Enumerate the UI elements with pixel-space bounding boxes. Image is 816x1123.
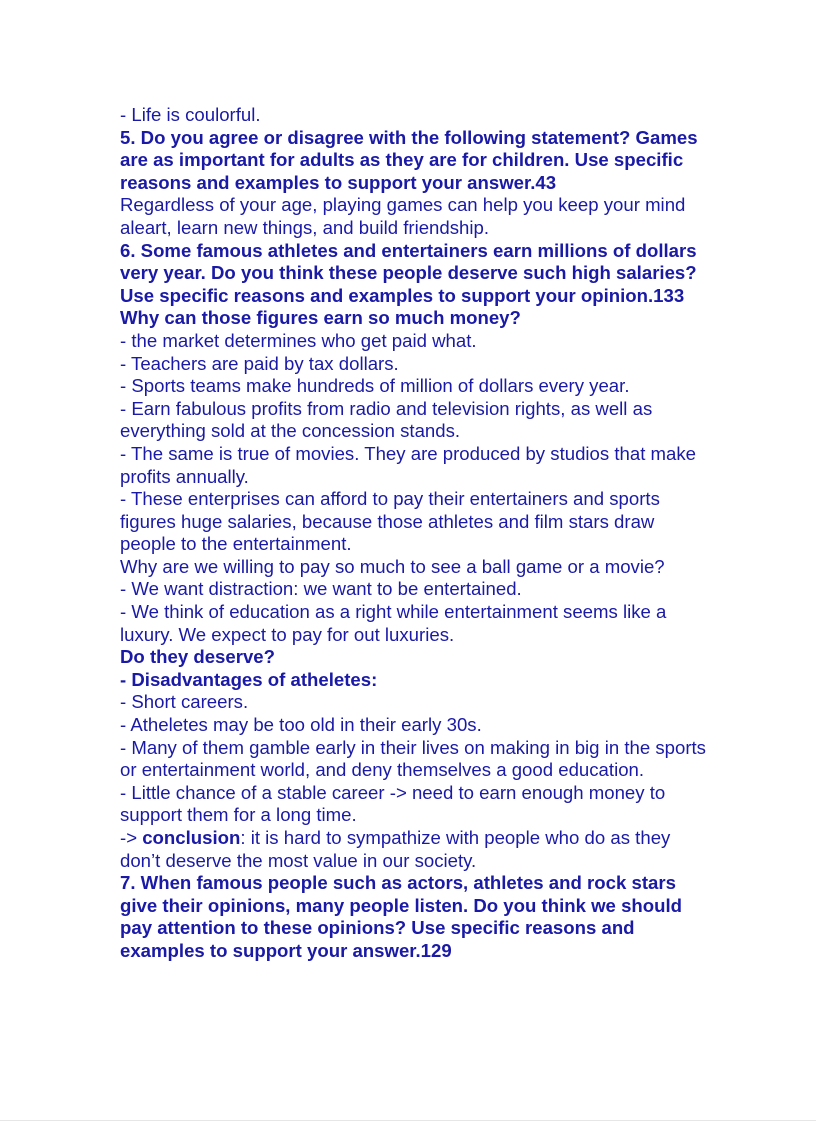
bullet-sports-teams: - Sports teams make hundreds of million of dollars every year. [120,375,630,397]
question-6-heading: 6. Some famous athletes and entertainers earn millions of dollars very year. Do you think these people deserve such high salaries? Use specific reasons and examples to support your opinion.133 [120,239,697,306]
subheading-disadvantages: - Disadvantages of atheletes: [120,668,378,690]
bullet-profits: - Earn fabulous profits from radio and television rights, as well as everything sold at the concession stands. [120,397,653,442]
bullet-market: - the market determines who get paid what. [120,329,477,351]
conclusion-text: : it is hard to sympathize with people who do as they don’t deserve the most value in our society. [120,827,671,871]
bullet-gamble: - Many of them gamble early in their lives on making in big in the sports or entertainment world, and deny themselves a good education. [120,736,706,781]
question-7-heading: 7. When famous people such as actors, athletes and rock stars give their opinions, many people listen. Do you think we should pay attention to these opinions? Use specific reasons and examples to support your answer.129 [120,872,683,961]
bullet-too-old: - Atheletes may be too old in their early 30s. [120,714,482,736]
question-5-heading: 5. Do you agree or disagree with the following statement? Games are as important for adults as they are for children. Use specific reasons and examples to support your answer.43 [120,126,698,193]
bullet-distraction: - We want distraction: we want to be entertained. [120,578,522,600]
bullet-education-right: - We think of education as a right while entertainment seems like a luxury. We expect to pay for out luxuries. [120,601,667,645]
answer-5-text: Regardless of your age, playing games can help you keep your mind aleart, learn new things, and build friendship. [120,194,686,238]
text-line-life-colorful: - Life is coulorful. [120,104,261,125]
page-bottom-edge [0,1120,816,1121]
conclusion-line [120,827,710,872]
subheading-why-earn: Why can those figures earn so much money? [120,307,521,329]
document-page [120,104,710,963]
subheading-why-willing: Why are we willing to pay so much to see a ball game or a movie? [120,555,665,577]
conclusion-keyword: conclusion [142,827,241,848]
bullet-movies: - The same is true of movies. They are produced by studios that make profits annually. [120,442,696,487]
conclusion-prefix: -> [120,827,143,848]
bullet-enterprises: - These enterprises can afford to pay their entertainers and sports figures huge salaries, because those athletes and film stars draw people to the entertainment. [120,488,660,555]
bullet-short-careers: - Short careers. [120,691,249,713]
bullet-stable-career: - Little chance of a stable career -> need to earn enough money to support them for a long time. [120,781,666,826]
subheading-deserve: Do they deserve? [120,646,276,668]
bullet-teachers: - Teachers are paid by tax dollars. [120,352,399,374]
